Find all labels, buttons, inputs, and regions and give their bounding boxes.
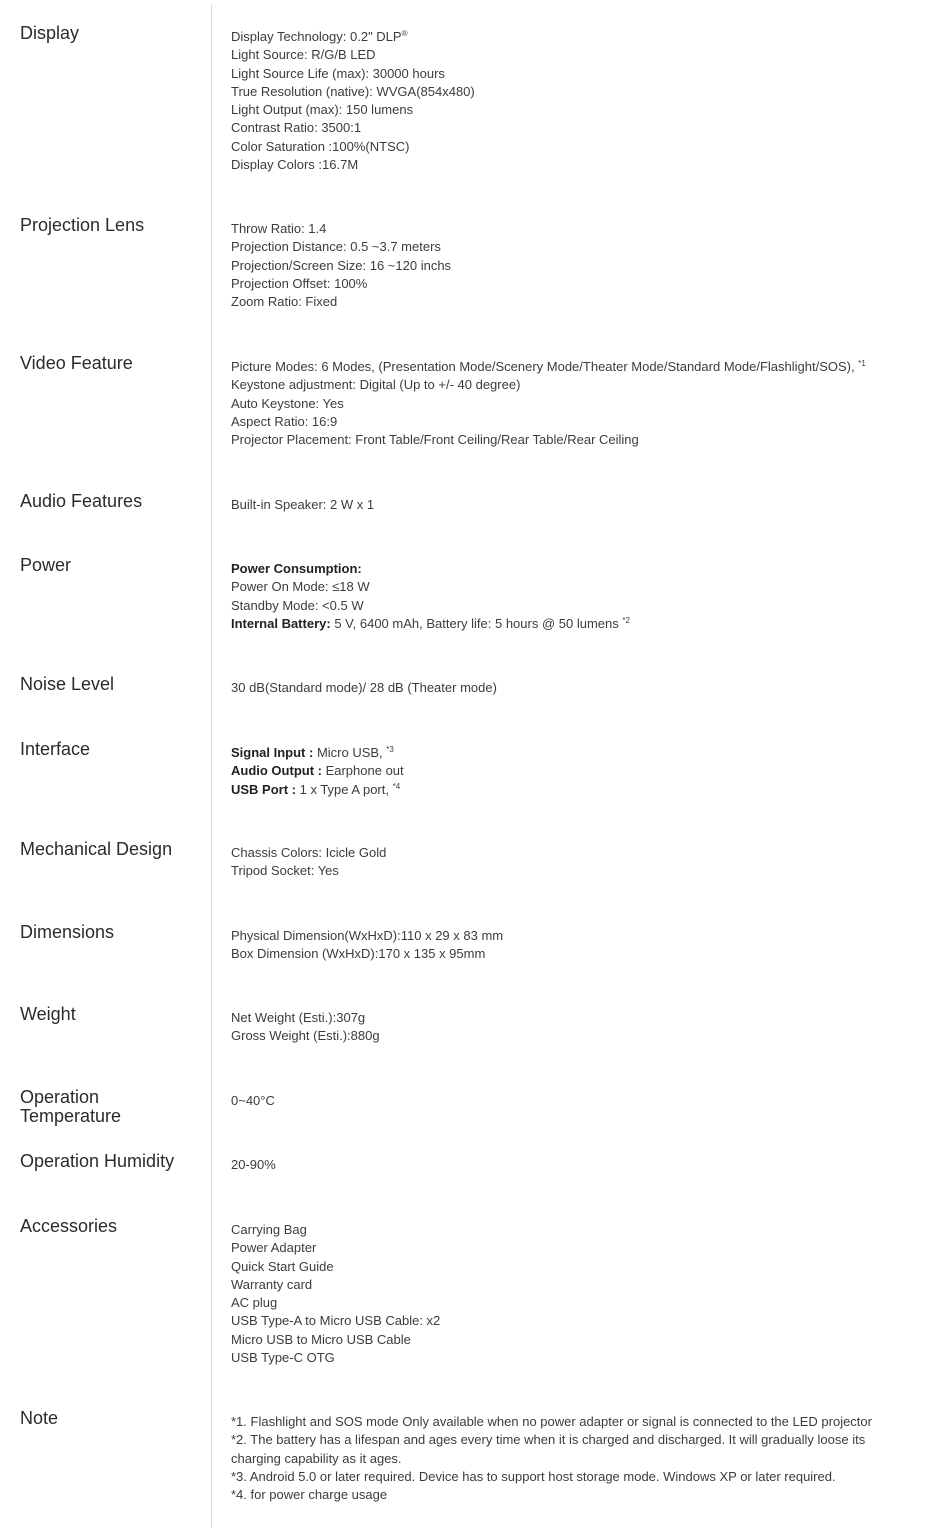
label-line: Temperature [20,1106,122,1126]
spec-label-video-feature: Video Feature [20,353,133,373]
spec-line [231,615,911,633]
spec-line: Auto Keystone: Yes [231,395,344,411]
signal-input-heading: Signal Input : [231,745,314,760]
spec-line: Light Output (max): 150 lumens [231,102,414,118]
spec-value-accessories [231,1221,911,1367]
spec-text: Earphone out [321,763,404,779]
spec-line: 20-90% [231,1157,276,1172]
spec-line: USB Type-C OTG [231,1350,335,1366]
spec-value-mechanical-design [231,844,911,881]
spec-label-operation-temperature [20,1088,200,1126]
spec-line: Physical Dimension(WxHxD):110 x 29 x 83 mm [231,928,504,943]
spec-line: Micro USB to Micro USB Cable [231,1331,411,1347]
spec-line: Carrying Bag [231,1222,307,1237]
note-line: *1. Flashlight and SOS mode Only available when no power adapter or signal is connected to the LED projector [231,1414,872,1429]
spec-label-audio-features: Audio Features [20,491,143,511]
spec-line: Zoom Ratio: Fixed [231,294,338,310]
spec-value-dimensions [231,927,911,964]
spec-line: 0~40°C [231,1093,275,1108]
spec-label-note: Note [20,1408,59,1428]
note-line: *2. The battery has a lifespan and ages every time when it is charged and discharged. It will gradually loose its charging capability as it ages. [231,1432,866,1466]
spec-line: Projector Placement: Front Table/Front Ceiling/Rear Table/Rear Ceiling [231,432,639,448]
spec-value-display [231,28,911,174]
spec-line [231,762,911,780]
spec-value-noise-level [231,679,911,697]
spec-value-operation-humidity [231,1156,911,1174]
spec-label-interface: Interface [20,739,91,759]
spec-value-operation-temperature [231,1092,911,1110]
spec-text: 5 V, 6400 mAh, Battery life: 5 hours @ 50 lumens [330,615,623,631]
spec-value-interface [231,744,911,799]
spec-label-projection-lens: Projection Lens [20,215,145,235]
spec-line: Keystone adjustment: Digital (Up to +/- 40 degree) [231,377,521,393]
registered-mark: ® [401,29,408,38]
spec-line: Contrast Ratio: 3500:1 [231,120,362,136]
spec-line [231,560,911,578]
spec-line: Power On Mode: ≤18 W [231,579,370,595]
spec-line: Power Adapter [231,1240,317,1256]
footnote-ref: *3 [386,745,394,754]
spec-value-power [231,560,911,633]
spec-value-audio-features [231,496,911,514]
spec-line: Quick Start Guide [231,1258,334,1274]
spec-line: Light Source Life (max): 30000 hours [231,65,445,81]
spec-label-power: Power [20,555,72,575]
usb-port-heading: USB Port : [231,781,296,797]
spec-line: Warranty card [231,1276,313,1292]
footnote-ref: *1 [858,359,866,368]
spec-line: Light Source: R/G/B LED [231,47,376,63]
spec-line: Built-in Speaker: 2 W x 1 [231,497,375,512]
footnote-ref: *4 [392,781,401,791]
spec-line: USB Type-A to Micro USB Cable: x2 [231,1313,441,1329]
label-line: Operation [20,1087,100,1107]
column-divider [211,4,212,1528]
spec-line: Net Weight (Esti.):307g [231,1010,366,1025]
spec-line: Projection Offset: 100% [231,275,368,291]
spec-line: Display Colors :16.7M [231,157,359,173]
spec-line: Tripod Socket: Yes [231,863,339,879]
spec-value-weight [231,1009,911,1046]
spec-line: Aspect Ratio: 16:9 [231,413,338,429]
footnote-ref: *2 [622,615,630,625]
spec-line: Color Saturation :100%(NTSC) [231,138,410,154]
spec-line [231,28,911,46]
spec-line: Standby Mode: <0.5 W [231,597,364,613]
spec-value-note [231,1413,911,1504]
spec-line: 30 dB(Standard mode)/ 28 dB (Theater mode) [231,680,497,695]
spec-value-video-feature [231,358,911,449]
power-consumption-heading: Power Consumption: [231,561,362,576]
spec-label-noise-level: Noise Level [20,674,115,694]
internal-battery-heading: Internal Battery: [231,615,331,631]
spec-line [231,781,911,799]
spec-text: Display Technology: 0.2" DLP [231,29,402,44]
spec-label-accessories: Accessories [20,1216,118,1236]
spec-value-projection-lens [231,220,911,311]
spec-label-weight: Weight [20,1004,76,1024]
note-line: *4. for power charge usage [231,1487,388,1503]
spec-line [231,744,911,762]
spec-text: Micro USB, [313,745,387,760]
spec-line: Gross Weight (Esti.):880g [231,1028,380,1044]
spec-label-operation-humidity: Operation Humidity [20,1151,175,1171]
spec-line: True Resolution (native): WVGA(854x480) [231,83,475,99]
spec-text: Picture Modes: 6 Modes, (Presentation Mode/Scenery Mode/Theater Mode/Standard Mode/Flashlight/SOS), [231,359,859,374]
spec-line: Throw Ratio: 1.4 [231,221,327,236]
spec-label-mechanical-design: Mechanical Design [20,839,173,859]
spec-line: Chassis Colors: Icicle Gold [231,845,387,860]
spec-line: Projection Distance: 0.5 ~3.7 meters [231,239,441,255]
spec-text: 1 x Type A port, [296,781,393,797]
spec-label-display: Display [20,23,80,43]
spec-line: AC plug [231,1295,278,1311]
audio-output-heading: Audio Output : [231,763,322,779]
spec-line [231,358,911,376]
spec-line: Box Dimension (WxHxD):170 x 135 x 95mm [231,946,486,962]
spec-label-dimensions: Dimensions [20,922,115,942]
spec-line: Projection/Screen Size: 16 ~120 inchs [231,257,452,273]
note-line: *3. Android 5.0 or later required. Device has to support host storage mode. Windows XP or later required. [231,1468,836,1484]
